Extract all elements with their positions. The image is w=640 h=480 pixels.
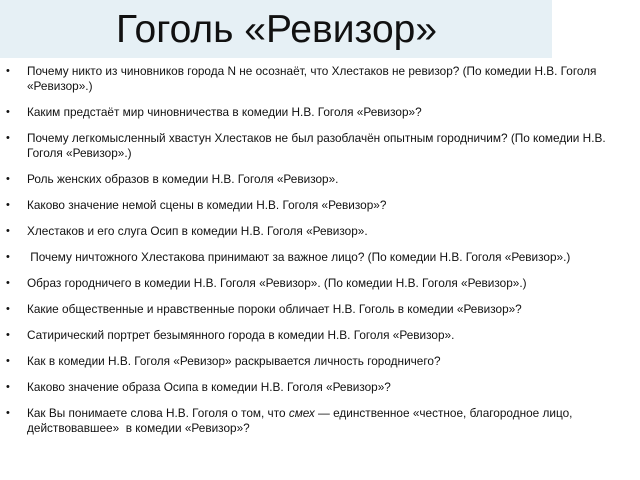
list-item	[6, 406, 634, 436]
list-item	[6, 354, 634, 369]
list-item	[6, 380, 634, 395]
bullet-icon: •	[6, 173, 10, 185]
list-item	[6, 131, 634, 161]
list-item-text: Почему ничтожного Хлестакова принимают за важное лицо? (По комедии Н.В. Гоголя «Ревизор».)	[27, 250, 571, 264]
list-item	[6, 172, 634, 187]
list-item	[6, 276, 634, 291]
list-item	[6, 302, 634, 317]
bullet-icon: •	[6, 381, 10, 393]
bullet-icon: •	[6, 65, 10, 77]
list-item-text: Каково значение образа Осипа в комедии Н.В. Гоголя «Ревизор»?	[27, 380, 391, 394]
list-item-text: Почему легкомысленный хвастун Хлестаков не был разоблачён опытным городничим? (По комедии Н.В. Гоголя «Ревизор».)	[27, 131, 606, 160]
list-item-text: Какие общественные и нравственные пороки обличает Н.В. Гоголь в комедии «Ревизор»?	[27, 302, 522, 316]
list-item-text: Почему никто из чиновников города N не осознаёт, что Хлестаков не ревизор? (По комедии Н.В. Гоголя «Ревизор».)	[27, 64, 597, 93]
list-item	[6, 105, 634, 120]
list-item	[6, 328, 634, 343]
list-item	[6, 250, 634, 265]
list-item-text: Роль женских образов в комедии Н.В. Гоголя «Ревизор».	[27, 172, 339, 186]
list-item-text: Как в комедии Н.В. Гоголя «Ревизор» раскрывается личность городничего?	[27, 354, 441, 368]
bullet-icon: •	[6, 329, 10, 341]
bullet-icon: •	[6, 199, 10, 211]
question-list	[6, 64, 634, 446]
bullet-icon: •	[6, 225, 10, 237]
bullet-icon: •	[6, 303, 10, 315]
list-item	[6, 64, 634, 94]
list-item	[6, 198, 634, 213]
list-item-text: Хлестаков и его слуга Осип в комедии Н.В. Гоголя «Ревизор».	[27, 224, 368, 238]
bullet-icon: •	[6, 251, 10, 263]
list-item-text	[27, 406, 576, 435]
bullet-icon: •	[6, 277, 10, 289]
list-item-emphasis: смех	[288, 406, 315, 420]
bullet-icon: •	[6, 407, 10, 419]
list-item-text-after: — единственное «честное, благородное лицо, действовавшее» в комедии «Ревизор»?	[27, 406, 576, 435]
bullet-icon: •	[6, 355, 10, 367]
list-item	[6, 224, 634, 239]
list-item-text: Каково значение немой сцены в комедии Н.В. Гоголя «Ревизор»?	[27, 198, 387, 212]
bullet-icon: •	[6, 132, 10, 144]
slide-title: Гоголь «Ревизор»	[116, 8, 438, 51]
list-item-text-before: Как Вы понимаете слова Н.В. Гоголя о том, что	[27, 406, 289, 420]
list-item-text: Каким предстаёт мир чиновничества в комедии Н.В. Гоголя «Ревизор»?	[27, 105, 422, 119]
list-item-text: Сатирический портрет безымянного города в комедии Н.В. Гоголя «Ревизор».	[27, 328, 455, 342]
bullet-icon: •	[6, 106, 10, 118]
list-item-text: Образ городничего в комедии Н.В. Гоголя «Ревизор». (По комедии Н.В. Гоголя «Ревизор».)	[27, 276, 527, 290]
